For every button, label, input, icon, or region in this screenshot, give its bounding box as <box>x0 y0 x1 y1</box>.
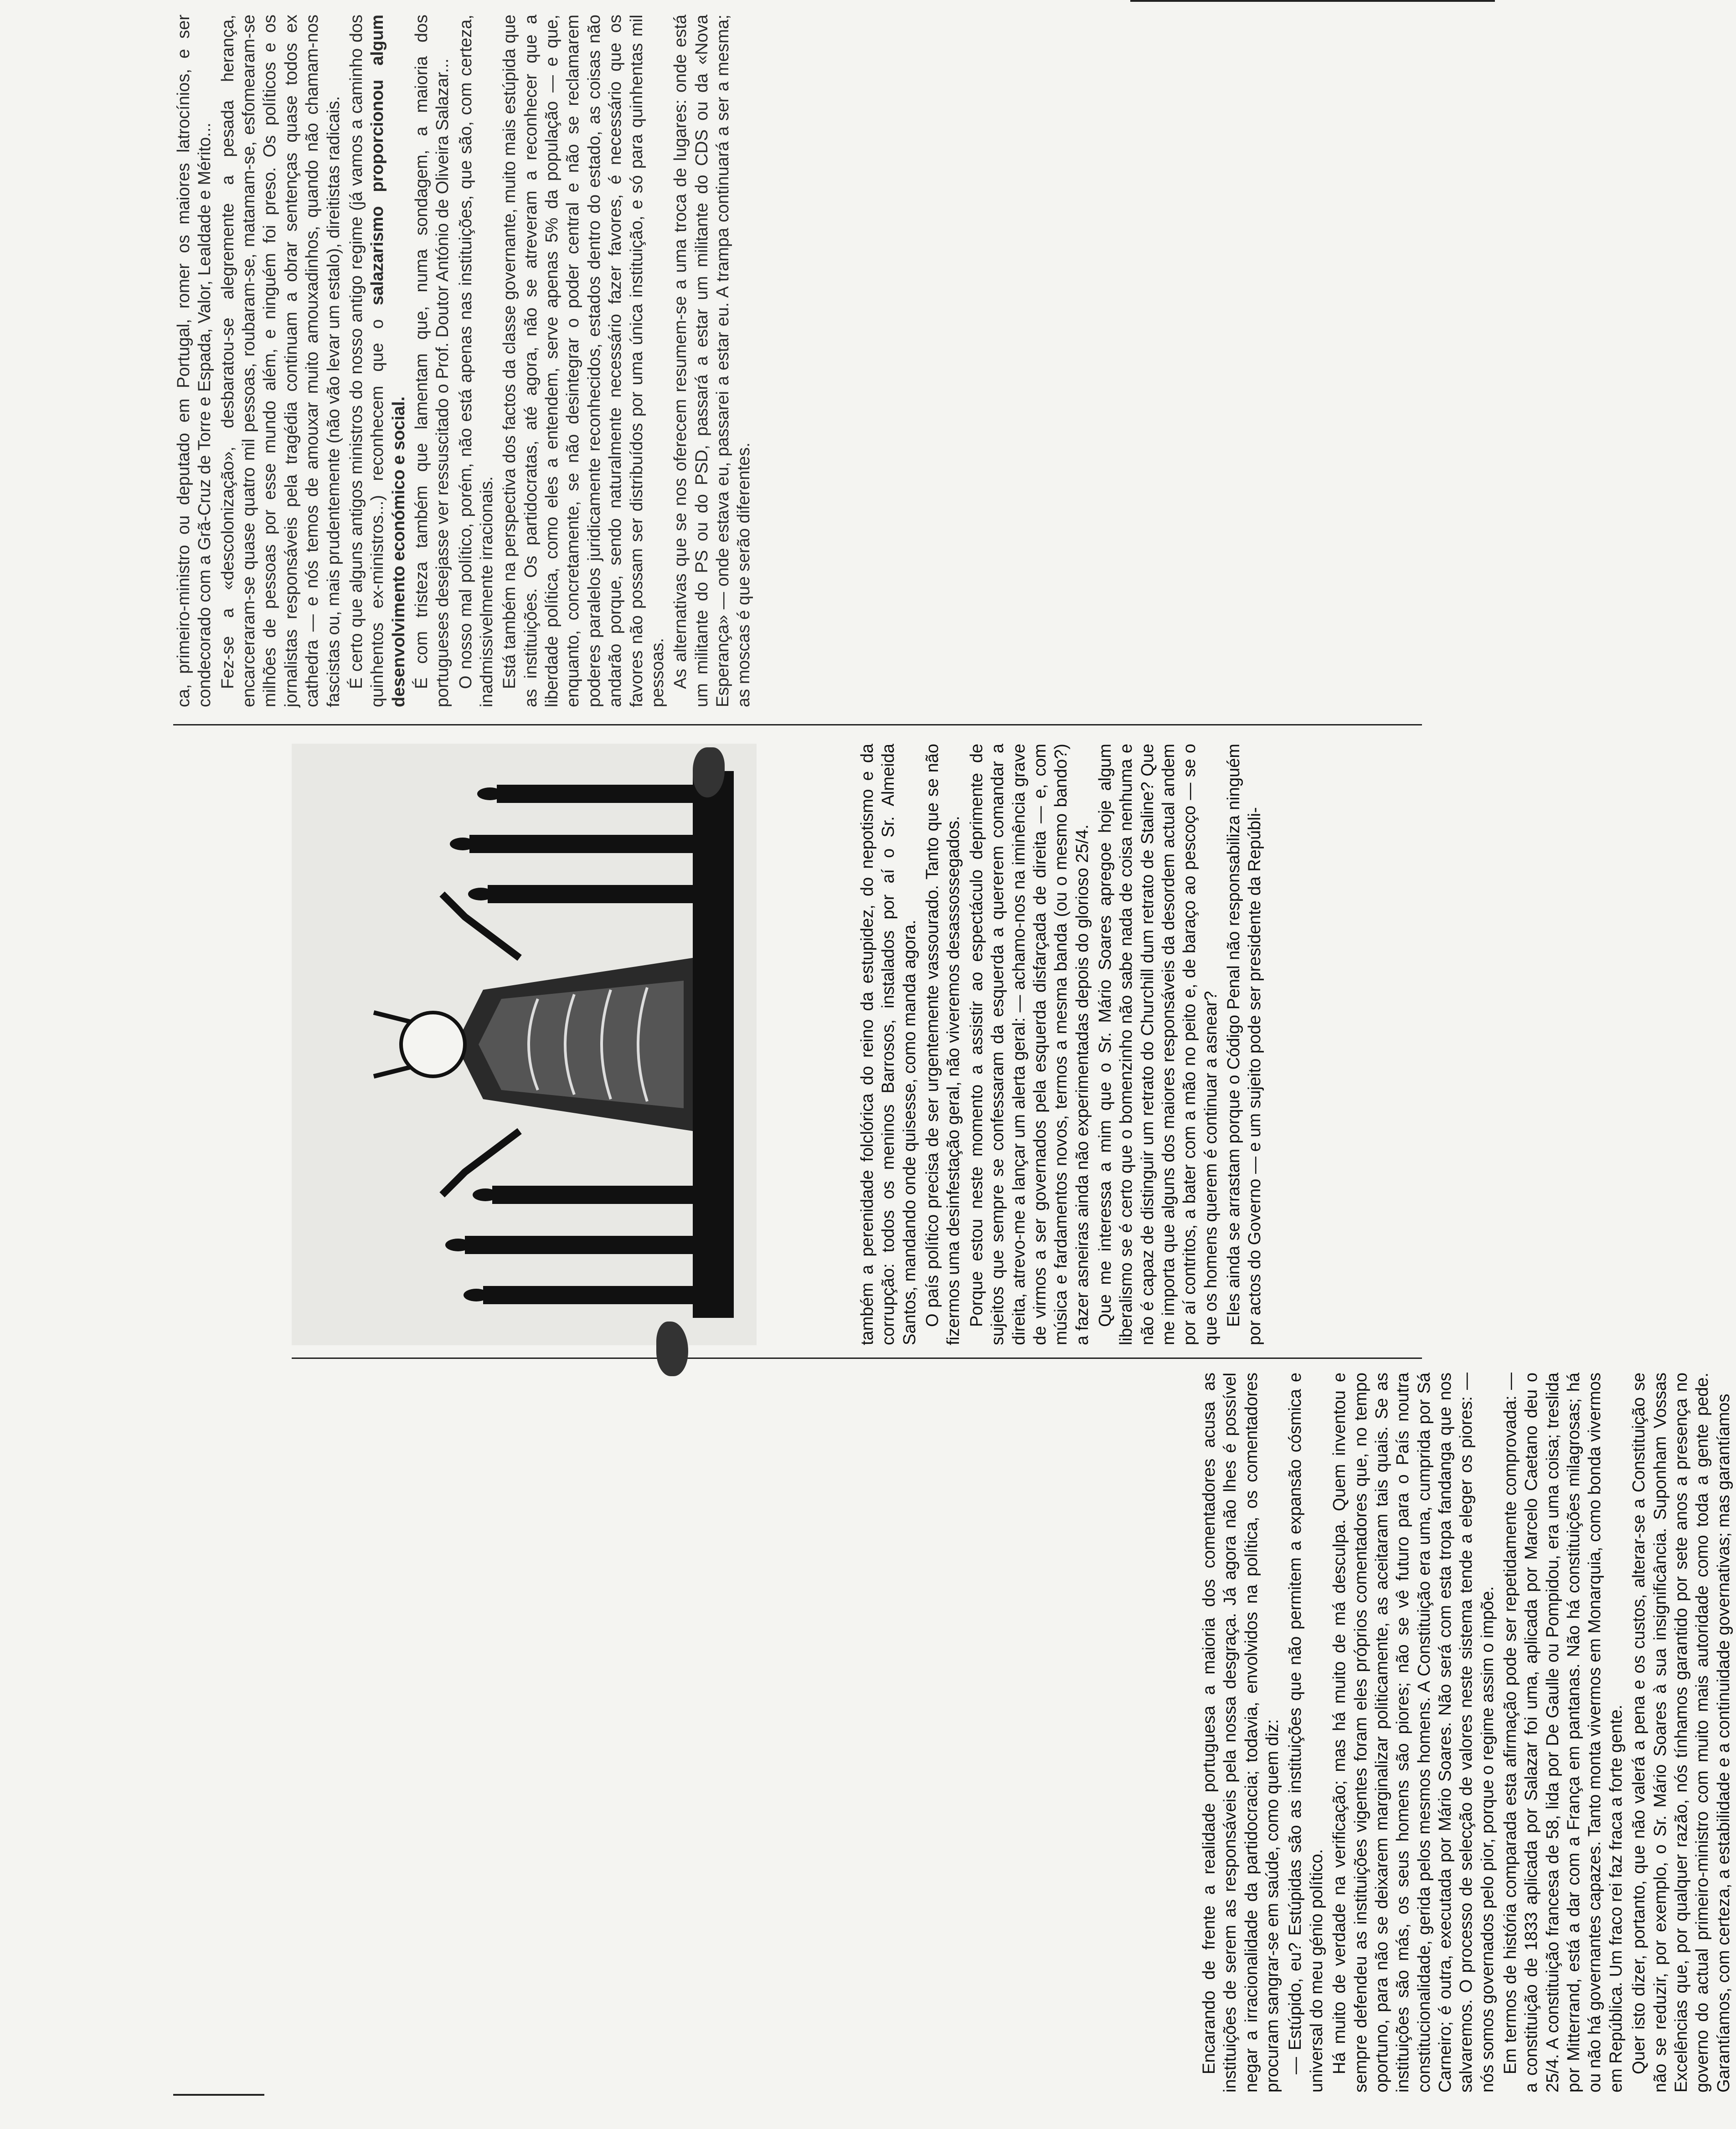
column-divider <box>173 724 1422 725</box>
bold-phrase: salazarismo proporcionou algum desenvolvimento económico e social. <box>368 15 408 707</box>
paragraph: É com tristeza também que lamentam que, numa sondagem, a maioria dos portugueses desejasse ver ressuscitado o Prof. Doutor António de Oliveira Salazar... <box>412 15 453 707</box>
paragraph: Está também na perspectiva dos factos da classe governante, muito mais estúpida que as instituições. Os partidocratas, até agora, não se atreveram a reconhecer que a liberdade política, como eles a entendem, serve apenas 5% da população — e que, enquanto, concretamente, se não desintegrar o poder central e não se reclamarem poderes paralelos juridicamente reconhecidos, estados dentro do estado, as coisas não andarão porque, sendo naturalmente necessário fazer favores, é necessário que os favores não possam ser distribuídos por uma única instituição, e só para quinhentas mil pessoas. <box>500 15 667 707</box>
paragraph: — Estúpido, eu? Estúpidas são as instituições que não permitem a expansão cósmica e universal do meu génio político. <box>1286 1373 1326 2093</box>
article-column-left <box>173 15 757 707</box>
paragraph: também a perenidade folclórica do reino da estupidez, do nepotismo e da corrupção: todos os meninos Barrosos, instalados por aí o Sr. Almeida Santos, mandando onde quisesse, como manda agora. <box>858 744 919 1345</box>
paragraph: Encarando de frente a realidade portuguesa a maioria dos comentadores acusa as instituições de serem as responsáveis pela nossa desgraça. Já agora não lhes é possível negar a irracionalidade da partidocracia; todavia, envolvidos na política, os comentadores procuram sangrar-se em saúde, como quem diz: <box>1200 1373 1283 2093</box>
paragraph: As alternativas que se nos oferecem resumem-se a uma troca de lugares: onde está um militante do PS ou do PSD, passará a estar um militante do CDS ou da «Nova Esperança» — onde estava eu, passarei a estar eu. A trampa continuará a ser a mesma; as moscas é que serão diferentes. <box>671 15 754 707</box>
paragraph: Há muito de verdade na verificação; mas há muito de má desculpa. Quem inventou e sempre defendeu as instituições vigentes foram eles próprios comentadores que, no tempo oportuno, para não se deixarem marginalizar politicamente, as aceitaram tais quais. Se as instituições são más, os seus homens são piores; não se vê futuro para o País noutra constitucionalidade, gerida pelos mesmos homens. A Constituição era uma, cumprida por Sá Carneiro; é outra, executada por Mário Soares. Não será com esta tropa fandanga que nos salvaremos. O processo de selecção de valores neste sistema tende a eleger os piores: — nós somos governados pelo pior, porque o regime assim o impõe. <box>1330 1373 1497 2093</box>
paragraph-text: É certo que alguns antigos ministros do nosso antigo regime (já vamos a caminho dos quinhentos ex-ministros...) reconhecem que o <box>346 15 387 707</box>
paragraph: Quer isto dizer, portanto, que não valerá a pena e os custos, alterar-se a Constituição se não se reduzir, por exemplo, o Sr. Mário Soares à sua insignificância. Suponham Vossas Excelências que, por qualquer razão, nós tínhamos garantido por sete anos a presença no governo do actual primeiro-ministro com muito mais autoridade como toda a gente pede. Garantíamos, com certeza, a estabilidade e a continuidade governativas; mas garantíamos <box>1629 1373 1733 2093</box>
article-column-right <box>1199 1373 1736 2093</box>
paragraph: ca, primeiro-ministro ou deputado em Portugal, romer os maiores latrocínios, e ser condecorado com a Grã-Cruz de Torre e Espada, Valor, Lealdade e Mérito... <box>174 15 215 707</box>
column-divider <box>292 1358 1422 1359</box>
satirical-illustration <box>292 744 757 1345</box>
paragraph: O país político precisa de ser urgentemente vassourado. Tanto que se não fizermos uma desinfestação geral, não viveremos desassossegados. <box>923 744 963 1345</box>
paragraph: O nosso mal político, porém, não está apenas nas instituições, que são, com certeza, inadmissivelmente irracionais. <box>456 15 497 707</box>
paragraph: Eles ainda se arrastam porque o Código Penal não responsabiliza ninguém por actos do Governo — e um sujeito pode ser presidente da Repúbli- <box>1224 744 1265 1345</box>
paragraph: Em termos de história comparada esta afirmação pode ser repetidamente comprovada: — a constituição de 1833 aplicada por Salazar foi uma, aplicada por Marcelo Caetano deu o 25/4. A constituição francesa de 58, lida por De Gaulle ou Pompidou, era uma coisa; treslida por Mitterrand, está a dar com a França em pantanas. Não há constituições milagrosas; há ou não há governantes capazes. Tanto monta vivermos em Monarquia, como bonda vivermos em República. Um fraco rei faz fraca a forte gente. <box>1501 1373 1626 2093</box>
article-column-middle <box>857 744 1267 1345</box>
paragraph <box>346 15 409 707</box>
paragraph: Fez-se a «descolonização», desbaratou-se alegremente a pesada herança, encarceraram-se quase quatro mil pessoas, roubaram-se, matamam-se, esfomearam-se milhões de pessoas por esse mundo além, e ninguém foi preso. Os políticos e os jornalistas responsáveis pela tragédia continuam a obrar sentenças quase todos ex cathedra — e nós temos de amouxar muito amouxadinhos, quando não chamam-nos fascistas ou, mais prudentemente (não vão levar um estalo), direitistas radicais. <box>218 15 343 707</box>
paragraph: Porque estou neste momento a assistir ao espectáculo deprimente de sujeitos que sempre se confessaram da esquerda a quererem comandar a direita, atrevo-me a lançar um alerta geral: — achamo-nos na iminência grave de virmos a ser governados pela esquerda disfarçada de direita — e, com música e fardamentos novos, termos a mesma banda (ou o mesmo bando?) a fazer asneiras ainda não experimentadas depois do glorioso 25/4. <box>967 744 1092 1345</box>
paragraph: Que me interessa a mim que o Sr. Mário Soares apregoe hoje algum liberalismo se é certo que o bomenzinho não sabe nada de coisa nenhuma e não é capaz de distinguir um retrato do Churchill dum retrato de Staline? Que me importa que alguns dos maiores responsáveis da desordem actual andem por aí contritos, a bater com a mão no peito e, de baraço ao pescoço — se o que os homens querem é continuar a asnear? <box>1095 744 1221 1345</box>
